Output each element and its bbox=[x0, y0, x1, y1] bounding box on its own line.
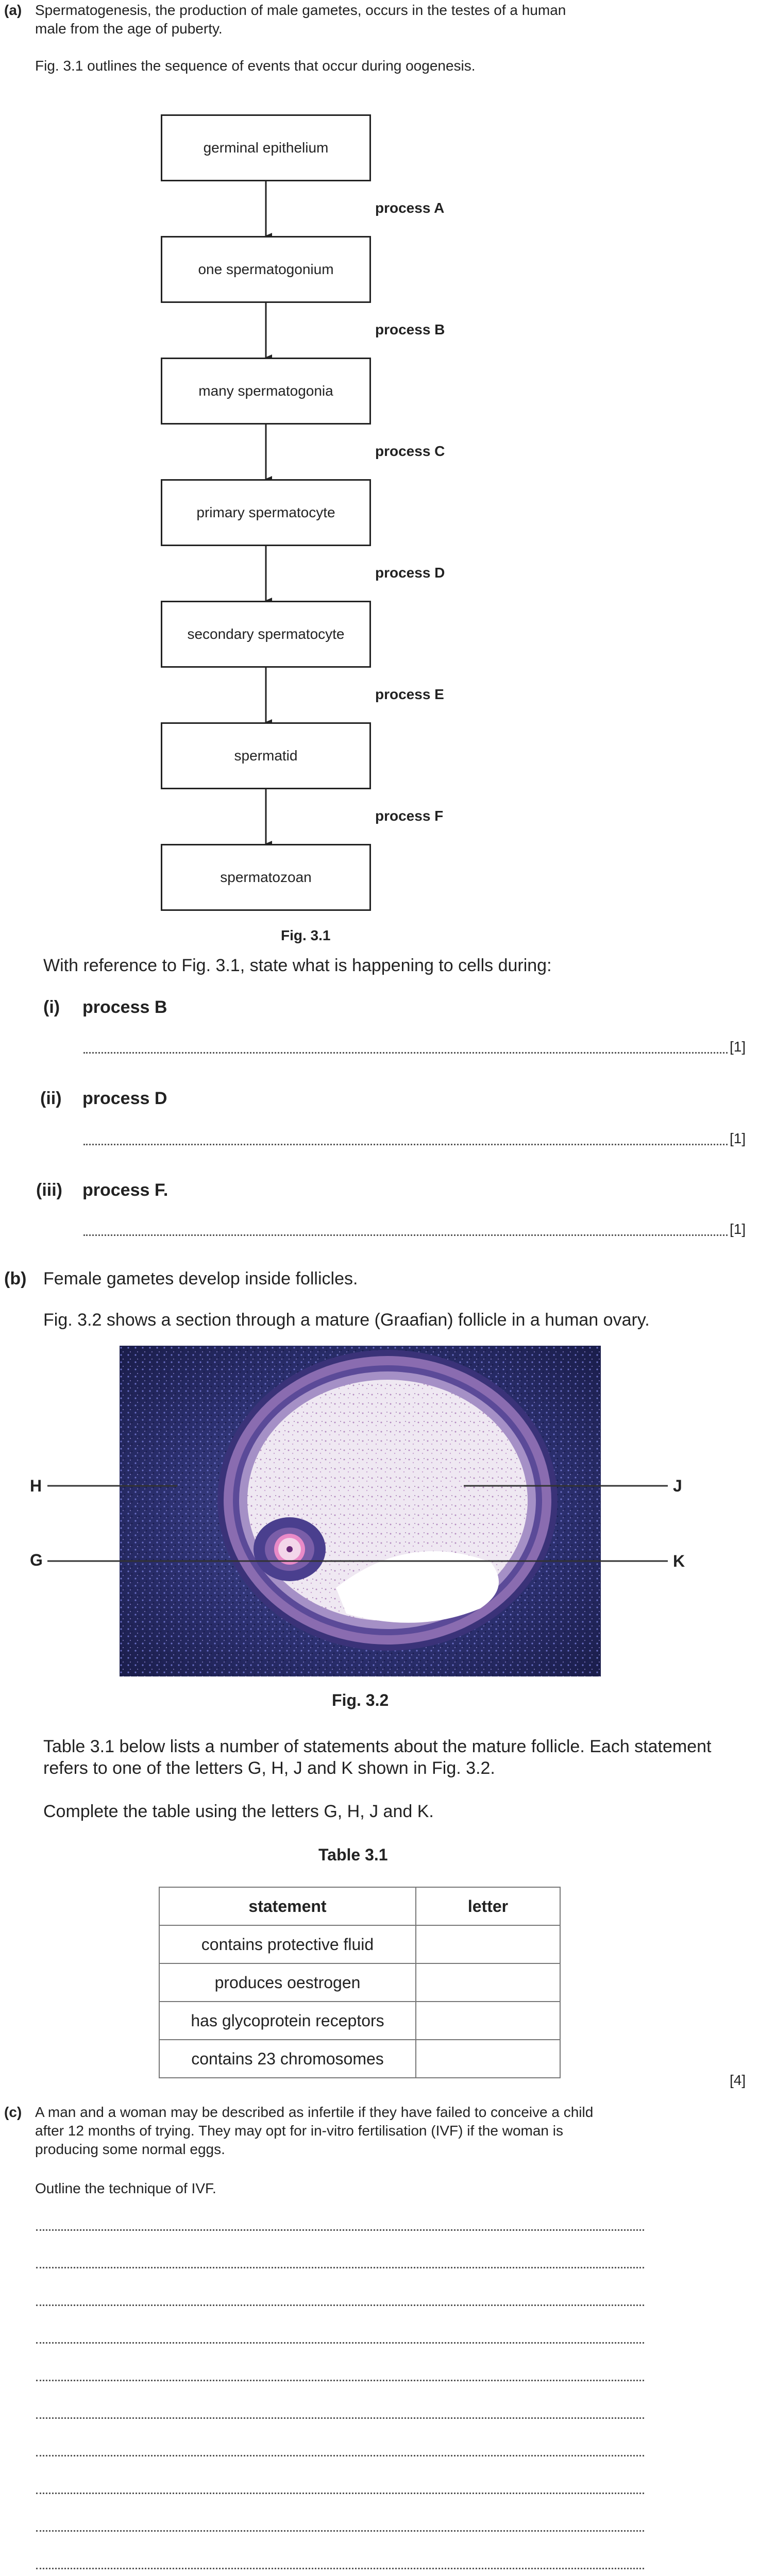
answer-line-c[interactable] bbox=[36, 2417, 644, 2419]
answer-line-c[interactable] bbox=[36, 2304, 644, 2306]
table-row bbox=[159, 1925, 560, 1963]
part-c-label: (c) bbox=[4, 2104, 22, 2120]
table-statement-cell: has glycoprotein receptors bbox=[159, 2002, 416, 2040]
label-k: K bbox=[673, 1552, 685, 1570]
process-f-label: process F bbox=[375, 808, 444, 824]
table-header-row bbox=[159, 1887, 560, 1925]
sub-question-iii-text: process F. bbox=[82, 1180, 168, 1200]
answer-line-c[interactable] bbox=[36, 2493, 644, 2494]
answer-line-ii[interactable] bbox=[83, 1144, 728, 1145]
sub-question-iii-num: (iii) bbox=[36, 1180, 62, 1200]
table-row bbox=[159, 2040, 560, 2078]
answer-line-c[interactable] bbox=[36, 2455, 644, 2456]
mark-ii: [1] bbox=[730, 1130, 746, 1146]
mark-b: [4] bbox=[730, 2072, 746, 2088]
process-a-label: process A bbox=[375, 200, 445, 216]
sub-question-ii-num: (ii) bbox=[40, 1089, 62, 1108]
part-b-intro: Female gametes develop inside follicles. bbox=[43, 1269, 358, 1289]
mark-i: [1] bbox=[730, 1039, 746, 1055]
label-j: J bbox=[673, 1477, 682, 1495]
fig-3-2-caption: Fig. 3.2 bbox=[332, 1691, 389, 1709]
flowchart-arrows bbox=[0, 0, 759, 876]
table-statement-cell: contains 23 chromosomes bbox=[159, 2040, 416, 2078]
flow-box-one-spermatogonium: one spermatogonium bbox=[161, 236, 371, 303]
part-c-line1: A man and a woman may be described as infertile if they have failed to conceive a child bbox=[35, 2104, 594, 2120]
process-d-label: process D bbox=[375, 565, 445, 581]
table-row bbox=[159, 1963, 560, 2002]
flow-box-many-spermatogonia: many spermatogonia bbox=[161, 358, 371, 425]
flow-box-secondary-spermatocyte: secondary spermatocyte bbox=[161, 601, 371, 668]
mark-iii: [1] bbox=[730, 1221, 746, 1237]
fig-3-1-caption: Fig. 3.1 bbox=[281, 927, 331, 943]
answer-line-c[interactable] bbox=[36, 2267, 644, 2268]
table-letter-cell[interactable] bbox=[416, 2040, 560, 2078]
sub-question-i-num: (i) bbox=[43, 997, 60, 1017]
answer-line-c[interactable] bbox=[36, 2568, 644, 2569]
table-statement-cell: produces oestrogen bbox=[159, 1963, 416, 2002]
answer-line-c[interactable] bbox=[36, 2380, 644, 2381]
process-b-label: process B bbox=[375, 321, 445, 337]
sub-question-i-text: process B bbox=[82, 997, 167, 1017]
table-letter-cell[interactable] bbox=[416, 2002, 560, 2040]
part-a-label: (a) bbox=[4, 2, 22, 18]
answer-line-iii[interactable] bbox=[83, 1234, 728, 1236]
table-letter-cell[interactable] bbox=[416, 1963, 560, 2002]
answer-line-i[interactable] bbox=[83, 1052, 728, 1054]
flow-box-spermatozoan: spermatozoan bbox=[161, 844, 371, 911]
table-row bbox=[159, 2002, 560, 2040]
table-3-1 bbox=[159, 1887, 561, 2078]
part-b-label: (b) bbox=[4, 1269, 27, 1289]
process-c-label: process C bbox=[375, 443, 445, 459]
answer-line-c[interactable] bbox=[36, 2342, 644, 2344]
part-b-instruction: Complete the table using the letters G, H, J and K. bbox=[43, 1802, 434, 1821]
table-header-letter: letter bbox=[416, 1887, 560, 1925]
process-e-label: process E bbox=[375, 686, 444, 702]
label-h: H bbox=[30, 1477, 42, 1495]
flow-box-germinal-epithelium: germinal epithelium bbox=[161, 114, 371, 181]
answer-line-c[interactable] bbox=[36, 2530, 644, 2532]
table-3-1-caption: Table 3.1 bbox=[318, 1845, 388, 1864]
fig-3-1-intro: Fig. 3.1 outlines the sequence of events that occur during oogenesis. bbox=[35, 58, 476, 74]
part-b-para-line2: refers to one of the letters G, H, J and K shown in Fig. 3.2. bbox=[43, 1758, 495, 1778]
part-a-intro-line2: male from the age of puberty. bbox=[35, 21, 223, 37]
table-letter-cell[interactable] bbox=[416, 1925, 560, 1963]
answer-line-c[interactable] bbox=[36, 2229, 644, 2231]
flow-box-primary-spermatocyte: primary spermatocyte bbox=[161, 479, 371, 546]
table-header-statement: statement bbox=[159, 1887, 416, 1925]
part-c-question: Outline the technique of IVF. bbox=[35, 2180, 216, 2196]
part-c-line2: after 12 months of trying. They may opt for in-vitro fertilisation (IVF) if the woman is bbox=[35, 2123, 563, 2139]
flow-box-spermatid: spermatid bbox=[161, 722, 371, 789]
sub-question-ii-text: process D bbox=[82, 1089, 167, 1108]
label-g: G bbox=[30, 1551, 43, 1569]
part-a-intro-line1: Spermatogenesis, the production of male gametes, occurs in the testes of a human bbox=[35, 2, 566, 18]
fig-3-2-intro: Fig. 3.2 shows a section through a mature (Graafian) follicle in a human ovary. bbox=[43, 1310, 650, 1330]
part-a-question: With reference to Fig. 3.1, state what is happening to cells during: bbox=[43, 956, 552, 975]
part-c-line3: producing some normal eggs. bbox=[35, 2141, 225, 2157]
part-b-para-line1: Table 3.1 below lists a number of statements about the mature follicle. Each statement bbox=[43, 1737, 712, 1756]
label-leader-lines bbox=[0, 1340, 759, 1566]
table-statement-cell: contains protective fluid bbox=[159, 1925, 416, 1963]
